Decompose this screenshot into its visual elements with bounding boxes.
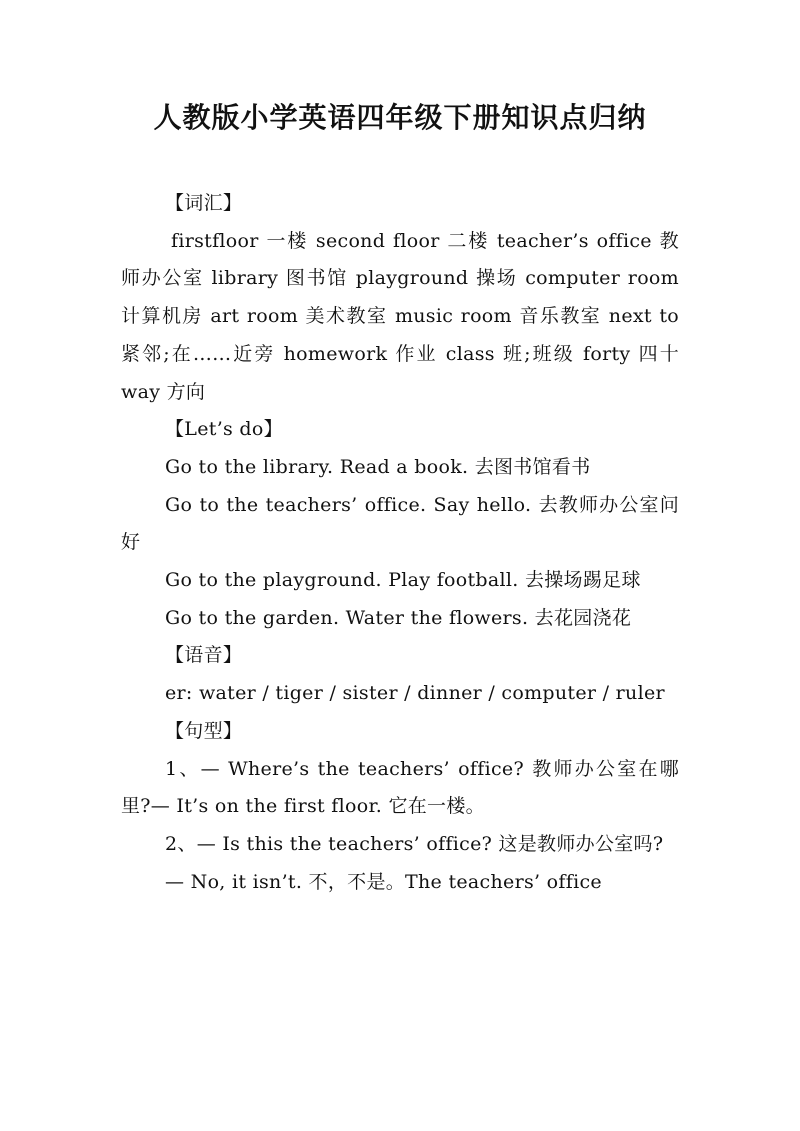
sentence-line: 2、— Is this the teachers’ office? 这是教师办公室吗? — [165, 832, 664, 855]
lets-do-line: Go to the teachers’ office. Say hello. 去教师办公室问好 — [121, 493, 679, 554]
sentence-line: 1、— Where’s the teachers’ office? 教师办公室在哪里?— It’s on the first floor. 它在一楼。 — [121, 757, 679, 818]
lets-do-line: Go to the library. Read a book. 去图书馆看书 — [165, 455, 591, 478]
sentence-line: — No, it isn’t. 不，不是。The teachers’ office — [165, 870, 602, 893]
document-title: 人教版小学英语四年级下册知识点归纳 — [153, 101, 647, 134]
section-heading-vocab: 【词汇】 — [165, 192, 243, 214]
lets-do-line: Go to the playground. Play football. 去操场踢足球 — [165, 569, 641, 592]
document-body — [121, 185, 679, 901]
vocab-paragraph: firstfloor 一楼 second floor 二楼 teacher’s office 教师办公室 library 图书馆 playground 操场 computer room 计算机房 art room 美术教室 music room 音乐教室 next to 紧邻;在……近旁 homework 作业 class 班;班级 forty 四十 way 方向 — [121, 229, 679, 403]
lets-do-line: Go to the garden. Water the flowers. 去花园浇花 — [165, 606, 632, 629]
section-heading-lets-do: 【Let’s do】 — [165, 418, 283, 441]
section-heading-phonics: 【语音】 — [165, 644, 243, 667]
section-heading-sentences: 【句型】 — [165, 719, 243, 742]
phonics-line: er: water / tiger / sister / dinner / computer / ruler — [165, 682, 665, 705]
